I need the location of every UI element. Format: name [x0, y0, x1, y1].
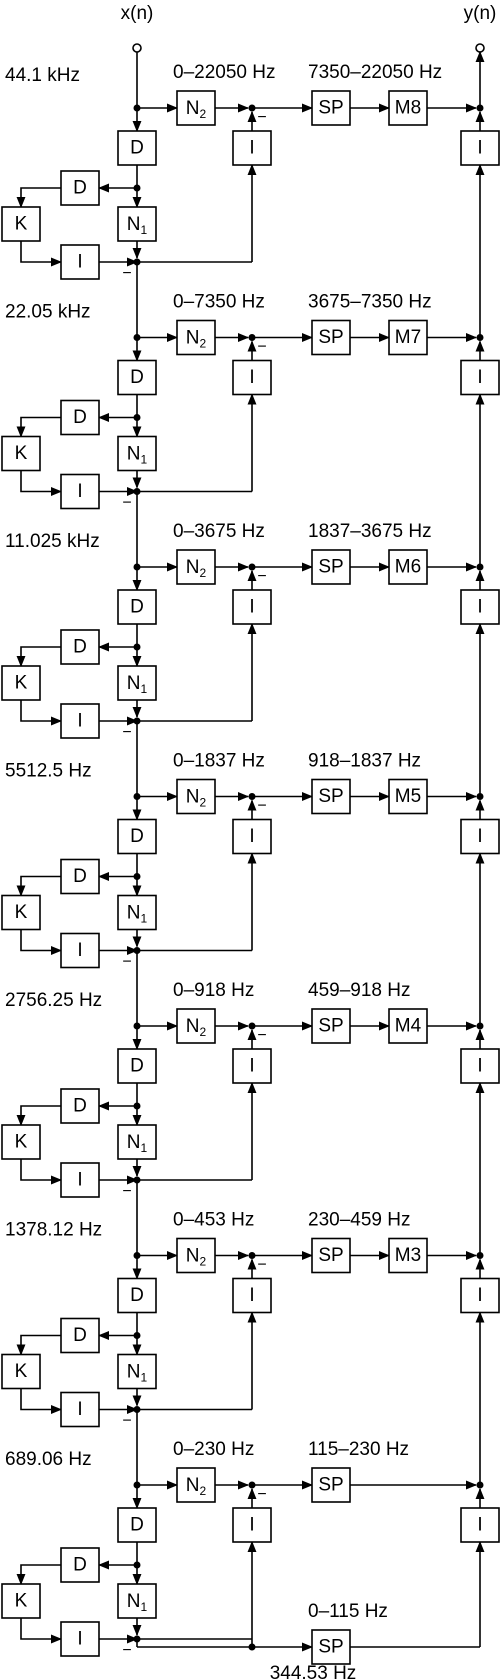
- stage7-k-block-label: K: [14, 1590, 28, 1612]
- stage3-k-to-i: [21, 700, 61, 721]
- stage4-band-high: 918–1837 Hz: [308, 750, 422, 772]
- stage5-diff-minus: −: [257, 1027, 267, 1044]
- stage1-m-block-label: M8: [394, 97, 422, 119]
- stage6-center-interp-block: [233, 1279, 271, 1313]
- stage4-band-low: 0–1837 Hz: [173, 750, 265, 772]
- stage2-n1-block: [118, 437, 156, 471]
- stage2-band-low: 0–7350 Hz: [173, 291, 265, 313]
- stage2-out-sum-dot: [477, 334, 484, 341]
- stage1-n2-block: [177, 91, 215, 125]
- stage1-center-interp-block: [233, 131, 271, 165]
- stage2-interp-block-label: I: [77, 481, 83, 502]
- stage3-sp-block: [312, 550, 350, 584]
- stage6-sp-block-label: SP: [318, 1245, 344, 1266]
- stage3-m-block-label: M6: [394, 556, 422, 578]
- input-terminal: [133, 44, 141, 52]
- stage3-delay-block-label: D: [130, 596, 144, 618]
- stage6-interp-block: [61, 1393, 99, 1427]
- stage4-fb-to-k: [21, 877, 61, 896]
- input-label: x(n): [120, 3, 154, 24]
- stage5-center-interp-block-label: I: [249, 1055, 255, 1077]
- stage2-diff-minus: −: [257, 338, 267, 356]
- stage5-out-sum-dot: [477, 1023, 484, 1030]
- stage1-fb-delay-block-label: D: [73, 177, 87, 199]
- stage1-diff-minus: −: [257, 109, 267, 126]
- stage3-interp-block: [61, 704, 99, 738]
- final-sp-label: 0–115 Hz: [308, 1601, 388, 1622]
- stage5-fb-delay-block-label: D: [73, 1095, 87, 1117]
- stage5-band-low: 0–918 Hz: [173, 980, 255, 1001]
- stage5-n2-block-label: $N_2$: [185, 1015, 207, 1039]
- stage6-fb-to-k: [21, 1336, 61, 1355]
- stage1-m-block: [389, 91, 427, 125]
- stage2-right-interp-block: [461, 361, 499, 395]
- stage1-k-block-label: K: [14, 213, 28, 235]
- stage5-band-high: 459–918 Hz: [308, 980, 411, 1001]
- stage4-n1-block-label: $N_1$: [126, 902, 148, 926]
- stage7-k-block: [2, 1584, 40, 1618]
- stage6-n1-block-label: $N_1$: [126, 1361, 148, 1385]
- stage7-interp-block: [61, 1622, 99, 1656]
- stage3-n1-block-label: $N_1$: [126, 672, 148, 696]
- stage3-interp-block-label: I: [77, 710, 83, 732]
- stage2-k-to-i: [21, 471, 61, 492]
- stage3-sum-minus: −: [122, 724, 132, 741]
- final-sp-block: [312, 1630, 350, 1664]
- stage3-right-interp-block: [461, 590, 499, 624]
- stage4-fb-delay-block-label: D: [73, 866, 87, 887]
- stage2-k-block-label: K: [14, 443, 28, 464]
- stage6-sample-rate: 1378.12 Hz: [5, 1219, 103, 1241]
- stage6-sp-block: [312, 1239, 350, 1273]
- stage2-band-high: 3675–7350 Hz: [308, 291, 432, 313]
- stage5-right-interp-block: [461, 1049, 499, 1083]
- stage7-fb-delay-block-label: D: [73, 1554, 87, 1576]
- stage4-center-interp-block: [233, 820, 271, 854]
- stage7-delay-block-label: D: [130, 1514, 144, 1536]
- stage1-right-interp-block-label: I: [477, 137, 483, 159]
- stage3-n2-block: [177, 550, 215, 584]
- stage4-delay-block-label: D: [130, 826, 144, 847]
- stage1-sp-block: [312, 91, 350, 125]
- stage4-center-interp-block-label: I: [249, 826, 255, 847]
- stage4-m-block: [389, 780, 427, 814]
- stage7-sp-block-label: SP: [318, 1474, 344, 1496]
- stage4-sum-minus: −: [122, 953, 132, 971]
- stage2-interp-block: [61, 475, 99, 509]
- stage2-delay-block: [118, 361, 156, 395]
- stage7-delay-block: [118, 1508, 156, 1542]
- stage5-interp-block: [61, 1163, 99, 1197]
- stage2-k-block: [2, 437, 40, 471]
- stage7-k-to-i: [21, 1618, 61, 1639]
- stage4-out-sum-dot: [477, 793, 484, 800]
- stage7-n2-block-label: $N_2$: [185, 1474, 207, 1498]
- stage6-delay-block: [118, 1279, 156, 1313]
- stage4-diff-minus: −: [257, 797, 267, 815]
- stage2-center-interp-block: [233, 361, 271, 395]
- stage2-sum-minus: −: [122, 494, 132, 512]
- stage5-center-interp-block: [233, 1049, 271, 1083]
- stage1-right-interp-block: [461, 131, 499, 165]
- stage5-fb-delay-block: [61, 1089, 99, 1123]
- stage2-fb-to-k: [21, 418, 61, 437]
- stage6-interp-block-label: I: [77, 1399, 83, 1420]
- stage3-sp-block-label: SP: [318, 556, 344, 578]
- stage7-n2-block: [177, 1468, 215, 1502]
- stage6-k-to-i: [21, 1389, 61, 1410]
- stage7-center-interp-block: [233, 1508, 271, 1542]
- stage5-k-to-i: [21, 1159, 61, 1180]
- stage5-n2-block: [177, 1009, 215, 1043]
- stage2-m-block-label: M7: [394, 327, 422, 348]
- stage2-n1-block-label: $N_1$: [126, 443, 148, 467]
- stage3-fb-delay-block-label: D: [73, 636, 87, 658]
- final-rate-label: 344.53 Hz: [269, 1663, 357, 1680]
- stage7-out-sum-dot: [477, 1482, 484, 1489]
- stage5-right-interp-block-label: I: [477, 1055, 483, 1077]
- stage6-n2-block: [177, 1239, 215, 1273]
- stage3-center-interp-block-label: I: [249, 596, 255, 618]
- stage7-right-interp-block-label: I: [477, 1514, 483, 1536]
- stage4-sp-block: [312, 780, 350, 814]
- stage4-delay-block: [118, 820, 156, 854]
- stage1-fb-delay-block: [61, 171, 99, 205]
- stage2-fb-delay-block-label: D: [73, 407, 87, 428]
- stage2-fb-delay-block: [61, 401, 99, 435]
- stage1-interp-block-label: I: [77, 251, 83, 273]
- stage1-k-block: [2, 207, 40, 241]
- stage1-band-high: 7350–22050 Hz: [308, 62, 443, 83]
- stage1-k-to-i: [21, 241, 61, 262]
- stage5-m-block-label: M4: [394, 1015, 422, 1037]
- stage1-sp-block-label: SP: [318, 97, 344, 119]
- stage7-sum-minus: −: [122, 1642, 132, 1659]
- final-sp-block-label: SP: [318, 1636, 344, 1658]
- stage7-band-low: 0–230 Hz: [173, 1439, 255, 1460]
- stage6-band-low: 0–453 Hz: [173, 1209, 255, 1231]
- stage3-center-interp-block: [233, 590, 271, 624]
- stage6-fb-delay-block-label: D: [73, 1325, 87, 1346]
- stage6-right-interp-block: [461, 1279, 499, 1313]
- stage5-sample-rate: 2756.25 Hz: [5, 990, 103, 1011]
- stage3-fb-to-k: [21, 647, 61, 666]
- stage6-k-block: [2, 1355, 40, 1389]
- stage4-k-to-i: [21, 930, 61, 951]
- stage7-n1-block-label: $N_1$: [126, 1590, 148, 1614]
- stage3-sample-rate: 11.025 kHz: [5, 531, 100, 552]
- stage6-out-sum-dot: [477, 1252, 484, 1259]
- stage2-center-interp-block-label: I: [249, 367, 255, 388]
- stage7-right-interp-block: [461, 1508, 499, 1542]
- stage5-delay-block: [118, 1049, 156, 1083]
- stage4-k-block: [2, 896, 40, 930]
- stage7-interp-block-label: I: [77, 1628, 83, 1650]
- stage5-sp-block: [312, 1009, 350, 1043]
- output-terminal: [476, 44, 484, 52]
- stage1-interp-block: [61, 245, 99, 279]
- stage4-n2-block-label: $N_2$: [185, 786, 207, 810]
- stage1-sum-minus: −: [122, 265, 132, 282]
- stage5-interp-block-label: I: [77, 1169, 83, 1191]
- stage4-interp-block: [61, 934, 99, 968]
- stage6-n1-block: [118, 1355, 156, 1389]
- stage1-center-interp-block-label: I: [249, 137, 255, 159]
- stage1-delay-block: [118, 131, 156, 165]
- stage4-sample-rate: 5512.5 Hz: [5, 760, 92, 782]
- stage7-sample-rate: 689.06 Hz: [5, 1449, 92, 1470]
- stage1-n1-block-label: $N_1$: [126, 213, 148, 237]
- stage5-fb-to-k: [21, 1106, 61, 1125]
- stage4-n1-block: [118, 896, 156, 930]
- stage4-interp-block-label: I: [77, 940, 83, 961]
- stage5-sp-block-label: SP: [318, 1015, 344, 1037]
- stage2-delay-block-label: D: [130, 367, 144, 388]
- stage7-diff-minus: −: [257, 1486, 267, 1503]
- stage3-k-block-label: K: [14, 672, 28, 694]
- stage4-fb-delay-block: [61, 860, 99, 894]
- stage2-right-interp-block-label: I: [477, 367, 483, 388]
- stage2-m-block: [389, 321, 427, 355]
- stage6-band-high: 230–459 Hz: [308, 1209, 411, 1231]
- stage4-k-block-label: K: [14, 902, 28, 923]
- stage6-right-interp-block-label: I: [477, 1285, 483, 1306]
- stage7-fb-delay-block: [61, 1548, 99, 1582]
- stage6-k-block-label: K: [14, 1361, 28, 1382]
- stage5-delay-block-label: D: [130, 1055, 144, 1077]
- stage4-m-block-label: M5: [394, 786, 422, 807]
- stage3-m-block: [389, 550, 427, 584]
- stage2-n2-block-label: $N_2$: [185, 327, 207, 351]
- stage7-fb-to-k: [21, 1565, 61, 1584]
- stage7-band-high: 115–230 Hz: [308, 1439, 410, 1460]
- stage1-fb-to-k: [21, 188, 61, 207]
- stage4-sp-block-label: SP: [318, 786, 344, 807]
- stage3-band-low: 0–3675 Hz: [173, 521, 265, 542]
- stage5-n1-block-label: $N_1$: [126, 1131, 148, 1155]
- stage3-out-sum-dot: [477, 564, 484, 571]
- stage7-sp-block: [312, 1468, 350, 1502]
- stage7-center-interp-block-label: I: [249, 1514, 255, 1536]
- stage2-n2-block: [177, 321, 215, 355]
- stage6-delay-block-label: D: [130, 1285, 144, 1306]
- stage1-n1-block: [118, 207, 156, 241]
- stage3-diff-minus: −: [257, 568, 267, 585]
- stage2-sp-block: [312, 321, 350, 355]
- stage3-k-block: [2, 666, 40, 700]
- processing-blocks: [2, 91, 499, 1664]
- stage4-right-interp-block: [461, 820, 499, 854]
- stage5-sum-minus: −: [122, 1183, 132, 1200]
- stage6-sum-minus: −: [122, 1412, 132, 1430]
- stage5-m-block: [389, 1009, 427, 1043]
- stage7-n1-block: [118, 1584, 156, 1618]
- stage1-n2-block-label: $N_2$: [185, 97, 207, 121]
- stage6-m-block: [389, 1239, 427, 1273]
- stage6-center-interp-block-label: I: [249, 1285, 255, 1306]
- stage4-n2-block: [177, 780, 215, 814]
- stage3-band-high: 1837–3675 Hz: [308, 521, 432, 542]
- stage3-fb-delay-block: [61, 630, 99, 664]
- stage3-n1-block: [118, 666, 156, 700]
- stage3-n2-block-label: $N_2$: [185, 556, 207, 580]
- stage5-k-block-label: K: [14, 1131, 28, 1153]
- stage5-n1-block: [118, 1125, 156, 1159]
- stage1-sample-rate: 44.1 kHz: [5, 65, 80, 86]
- stage6-m-block-label: M3: [394, 1245, 422, 1266]
- stage1-band-low: 0–22050 Hz: [173, 62, 276, 83]
- stage5-k-block: [2, 1125, 40, 1159]
- stage6-fb-delay-block: [61, 1319, 99, 1353]
- output-label: y(n): [463, 3, 497, 24]
- stage2-sample-rate: 22.05 kHz: [5, 301, 91, 323]
- stage6-n2-block-label: $N_2$: [185, 1245, 207, 1269]
- stage6-diff-minus: −: [257, 1256, 267, 1274]
- stage2-sp-block-label: SP: [318, 327, 344, 348]
- stage3-delay-block: [118, 590, 156, 624]
- stage3-right-interp-block-label: I: [477, 596, 483, 618]
- stage4-right-interp-block-label: I: [477, 826, 483, 847]
- stage1-delay-block-label: D: [130, 137, 144, 159]
